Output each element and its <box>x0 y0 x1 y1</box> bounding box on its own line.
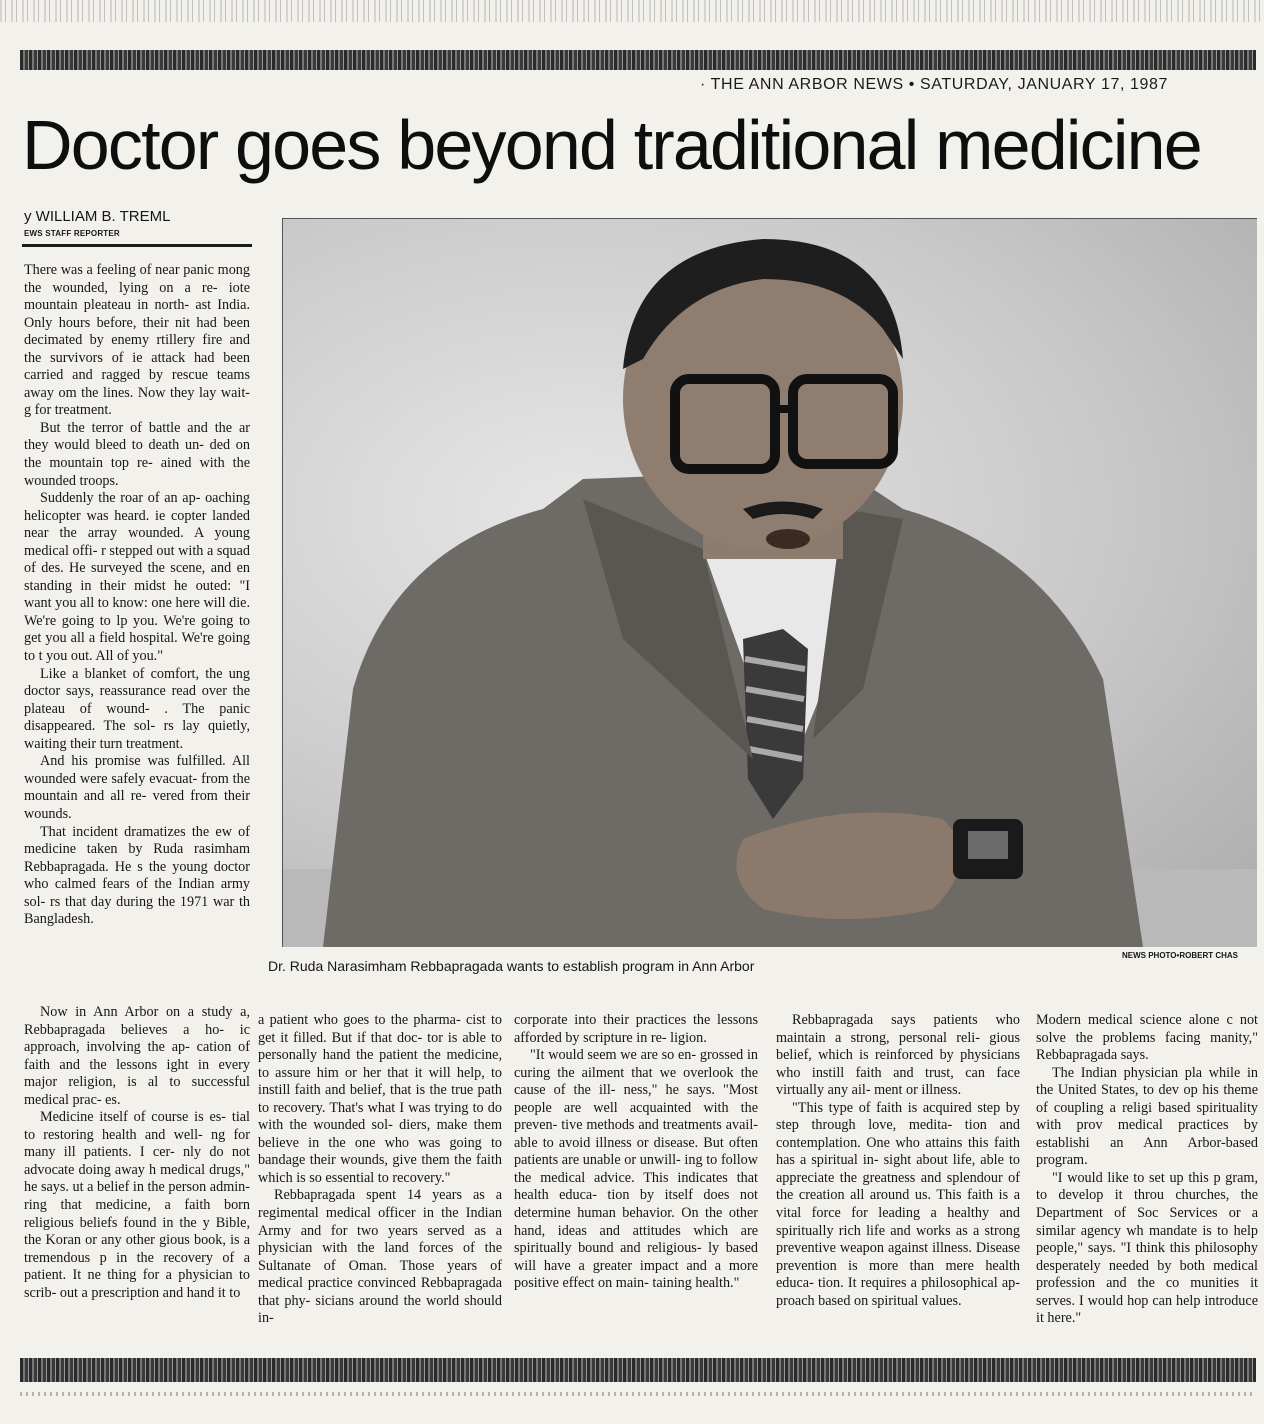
scan-noise-bottom <box>20 1392 1256 1396</box>
article-column-3 <box>258 1012 502 1354</box>
byline-author: y WILLIAM B. TREML <box>24 208 171 225</box>
paragraph: Like a blanket of comfort, the ung doctor says, reassurance read over the plateau of wound- . The panic disappeared. The sol- rs lay quietly, waiting their turn treatment. <box>24 665 250 752</box>
article-column-4 <box>514 1012 758 1354</box>
doctor-photo <box>282 218 1257 947</box>
paragraph: corporate into their practices the lessons afforded by scripture in re- ligion. <box>514 1012 758 1046</box>
article-headline: Doctor goes beyond traditional medicine <box>22 106 1201 184</box>
bottom-rule-bar <box>20 1358 1256 1382</box>
top-rule-bar <box>20 50 1256 70</box>
paragraph: Suddenly the roar of an ap- oaching helicopter was heard. ie copter landed near the array wounded. A young medical offi- r stepped out with a squad of des. He surveyed the scene, and en standing in their midst he outed: "I want you all to know: one here will die. We're going to lp you. We're going to get you all a field hospital. We're going to t you out. All of you." <box>24 490 250 665</box>
photo-caption: Dr. Ruda Narasimham Rebbapragada wants to establish program in Ann Arbor <box>268 958 755 974</box>
photo-credit: NEWS PHOTO•ROBERT CHAS <box>1122 951 1238 960</box>
article-column-2 <box>24 1004 250 1350</box>
paragraph: Medicine itself of course is es- tial to restoring health and well- ng for many ill patients. I cer- nly do not advocate doing away h medical drugs," he says. ut a belief in the person admin- ring that medicine, a faith born religious beliefs found in the y Bible, the Koran or any other gious book, is a tremendous p in the recovery of a patient. It ne thing for a physician to scrib- out a prescription and hand it to <box>24 1109 250 1301</box>
article-column-6 <box>1036 1012 1258 1354</box>
paragraph: The Indian physician pla while in the United States, to dev op his theme of coupling a religi based spirituality with prov medical practices by establishi an Ann Arbor-based program. <box>1036 1064 1258 1169</box>
paragraph: Now in Ann Arbor on a study a, Rebbapragada believes a ho- ic approach, involving the ap- cation of faith and the lessons ight in every major religion, is al to successful medical prac- es. <box>24 1004 250 1108</box>
article-column-5 <box>776 1012 1020 1354</box>
masthead-dateline: · THE ANN ARBOR NEWS • SATURDAY, JANUARY 17, 1987 <box>700 76 1169 93</box>
paragraph: There was a feeling of near panic mong the wounded, lying on a re- iote mountain pleateau in north- ast India. Only hours before, their nit had been decimated by enemy rtillery fire and the survivors of ie attack had been carried and ragged by rescue teams away om the lines. Now they lay wait- g for treatment. <box>24 262 250 419</box>
byline-role: EWS STAFF REPORTER <box>24 229 120 238</box>
doctor-portrait-illustration <box>283 219 1257 947</box>
byline-rule <box>22 244 252 247</box>
paragraph: Modern medical science alone c not solve the problems facing manity," Rebbapragada says. <box>1036 1012 1258 1064</box>
scan-noise-top <box>0 0 1264 22</box>
paragraph: "It would seem we are so en- grossed in curing the ailment that we overlook the cause of the ill- ness," he says. "Most people are well acquainted with the preven- tive methods and treatments avail- able to avoid illness or disease. But often patients are unable or unwill- ing to follow the medical advice. This indicates that health educa- tion by itself does not determine human behavior. On the other hand, ideas and attitudes which are spiritually bound and religious- ly based will have a greater impact and a more positive effect on main- taining health." <box>514 1047 758 1292</box>
paragraph: "I would like to set up this p gram, to develop it throu churches, the Department of Soc Services or a similar agency wh mandate is to help people," says. "I think this philosophy desperately needed by both medical profession and the co munities it serves. I would hop can help introduce it here." <box>1036 1169 1258 1327</box>
paragraph: But the terror of battle and the ar they would bleed to death un- ded on the mountain top re- ained with the wounded troops. <box>24 419 250 489</box>
paragraph: a patient who goes to the pharma- cist to get it filled. But if that doc- tor is able to personally hand the patient the medicine, to assure him or her that it will help, to instill faith and belief, that is the true path to recovery. That's what I was trying to do with the wounded sol- diers, make them believe in the one who was going to bandage their wounds, give them the faith which is so essential to recovery." <box>258 1012 502 1186</box>
paragraph: And his promise was fulfilled. All wounded were safely evacuat- from the mountain and all re- vered from their wounds. <box>24 753 250 822</box>
paragraph: Rebbapragada says patients who maintain a strong, personal reli- gious belief, which is reinforced by physicians who instill faith and trust, can face virtually any ail- ment or illness. <box>776 1012 1020 1099</box>
article-column-1 <box>24 262 250 1002</box>
paragraph: "This type of faith is acquired step by step through love, medita- tion and contemplation. One who attains this faith has a spiritual in- sight about life, able to appreciate the greatness and splendour of the creation all around us. This faith is a vital force for leading a healthy and spiritually rich life and works as a strong preventive weapon against illness. Disease prevention is more than mere health educa- tion. It requires a philosophical ap- proach based on spiritual values. <box>776 1099 1020 1309</box>
paragraph: That incident dramatizes the ew of medicine taken by Ruda rasimham Rebbapragada. He s the young doctor who calmed fears of the Indian army sol- rs that day during the 1971 war th Bangladesh. <box>24 823 250 928</box>
paragraph: Rebbapragada spent 14 years as a regimental medical officer in the Indian Army and for two years served as a physician with the land forces of the Sultanate of Oman. Those years of medical practice convinced Rebbapragada that phy- sicians around the world should in- <box>258 1187 502 1327</box>
